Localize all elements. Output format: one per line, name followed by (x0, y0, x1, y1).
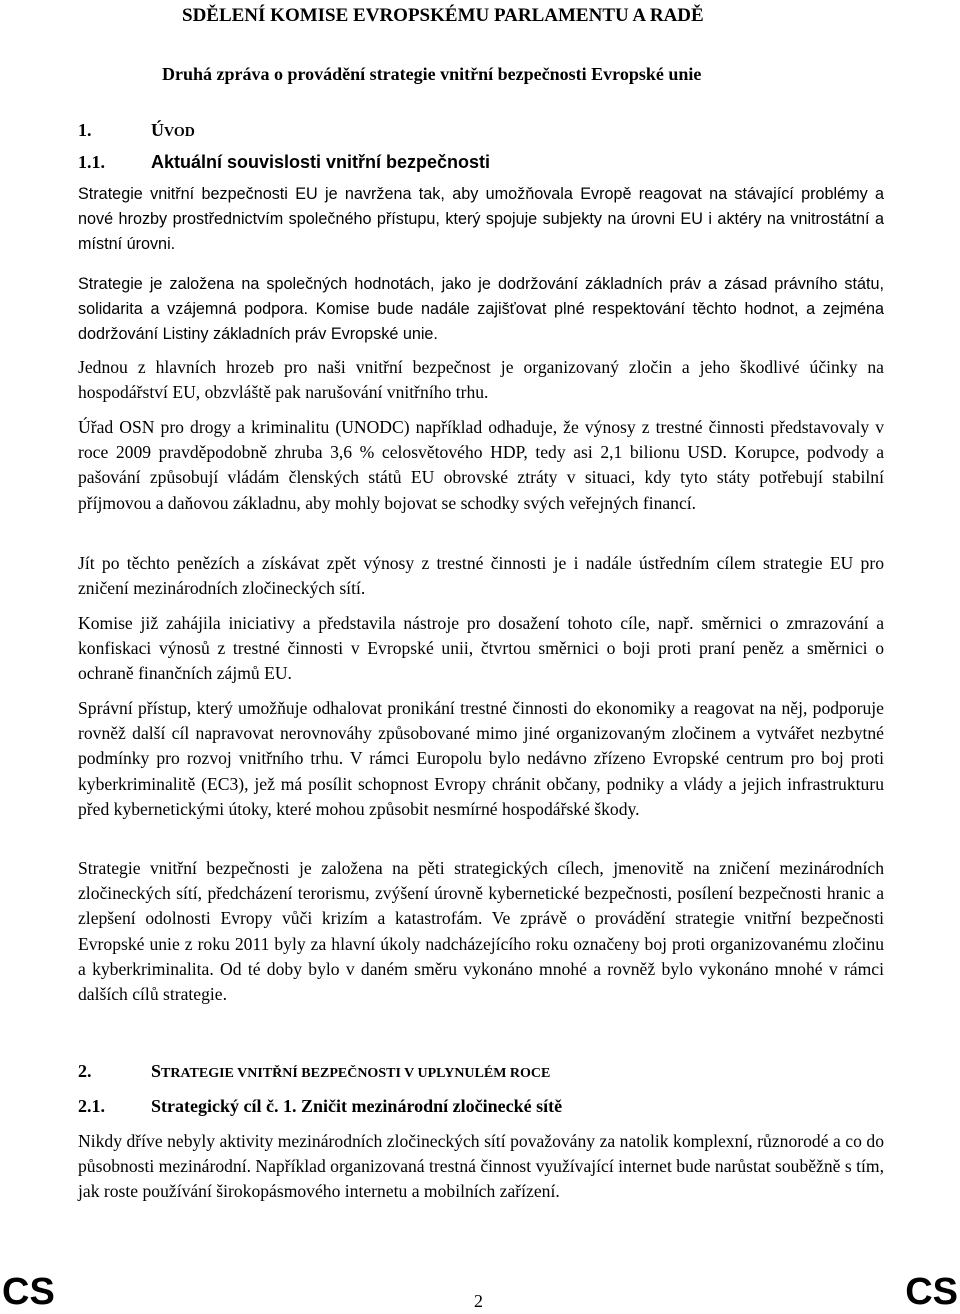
paragraph: Komise již zahájila iniciativy a představila nástroje pro dosažení tohoto cíle, např. směrnici o zmrazování a konfiskaci výnosů z trestné činnosti v Evropské unii, čtvrtou směrnici o boji proti praní peněz a směrnici o ochraně finančních zájmů EU. (78, 613, 884, 684)
paragraph: Strategie vnitřní bezpečnosti je založena na pěti strategických cílech, jmenovitě na zničení mezinárodních zločineckých sítí, předcházení terorismu, zvýšení úrovně kybernetické bezpečnosti, posílení bezpečnosti hranic a zlepšení odolnosti Evropy vůči krizím a katastrofám. Ve zprávě o provádění strategie vnitřní bezpečnosti Evropské unie z roku 2011 byly za hlavní úkoly nadcházejícího roku označeny boj proti organizovanému zločinu a kyberkriminalita. Od té doby bylo v daném směru vykonáno mnohé a rovněž bylo vykonáno mnohé v rámci dalších cílů strategie. (78, 858, 884, 1005)
paragraph: Správní přístup, který umožňuje odhalovat pronikání trestné činnosti do ekonomiky a reagovat na něj, podporuje rovněž další cíl napravovat nerovnováhy způsobované mimo jiné organizovaným zločinem a vytvářet nezbytné podmínky pro rozvoj vnitřního trhu. V rámci Europolu bylo nedávno zřízeno Evropské centrum pro boj proti kyberkriminalitě (EC3), jež má posílit schopnost Evropy chránit občany, podniky a vlády a jejich infrastrukturu před kybernetickými útoky, které mohou způsobit nesmírné hospodářské škody. (78, 698, 884, 819)
paragraph: Nikdy dříve nebyly aktivity mezinárodních zločineckých sítí považovány za natolik komplexní, různorodé a co do působnosti mezinárodní. Například organizovaná trestná činnost využívající internet bude narůstat souběžně s tím, jak roste používání širokopásmového internetu a mobilních zařízení. (78, 1131, 884, 1202)
footer-language-right: CS (905, 1271, 958, 1313)
section-1-1-heading (78, 150, 490, 174)
section-2-heading (78, 1059, 550, 1086)
document-subtitle: Druhá zpráva o provádění strategie vnitřní bezpečnosti Evropské unie (162, 64, 702, 84)
section-2-1-number: 2.1. (78, 1096, 105, 1116)
section-1-title-initial: Ú (151, 120, 164, 140)
paragraph: Strategie je založena na společných hodnotách, jako je dodržování základních práv a zásad právního státu, solidarita a vzájemná podpora. Komise bude nadále zajišťovat plné respektování těchto hodnot, a zejména dodržování Listiny základních práv Evropské unie. (78, 275, 884, 344)
page-number: 2 (474, 1291, 483, 1311)
section-1-1-number: 1.1. (78, 152, 105, 172)
section-2-title-rest: TRATEGIE VNITŘNÍ BEZPEČNOSTI V UPLYNULÉM ROCE (161, 1066, 551, 1081)
paragraph: Úřad OSN pro drogy a kriminalitu (UNODC) například odhaduje, že výnosy z trestné činnosti představovaly v roce 2009 pravděpodobně zhruba 3,6 % celosvětového HDP, tedy asi 2,1 bilionu USD. Korupce, podvody a pašování způsobují vládám členských států EU obrovské ztráty v situaci, kdy tyto státy potřebují stabilní příjmovou a daňovou základnu, aby mohly bojovat se schodky svých veřejných financí. (78, 417, 884, 513)
footer-language-left: CS (2, 1271, 55, 1313)
paragraph: Jednou z hlavních hrozeb pro naši vnitřní bezpečnost je organizovaný zločin a jeho škodlivé účinky na hospodářství EU, obzvláště pak narušování vnitřního trhu. (78, 357, 884, 403)
section-1-title-rest: VOD (164, 125, 195, 140)
paragraph: Jít po těchto penězích a získávat zpět výnosy z trestné činnosti je i nadále ústředním cílem strategie EU pro zničení mezinárodních zločineckých sítí. (78, 553, 884, 599)
section-1-number: 1. (78, 120, 92, 140)
paragraph: Strategie vnitřní bezpečnosti EU je navržena tak, aby umožňovala Evropě reagovat na stávající problémy a nové hrozby prostřednictvím společného přístupu, který spojuje subjekty na úrovni EU i aktéry na vnitrostátní a místní úrovni. (78, 185, 884, 254)
section-2-number: 2. (78, 1061, 92, 1081)
section-2-1-title: Strategický cíl č. 1. Zničit mezinárodní zločinecké sítě (151, 1096, 563, 1116)
section-1-heading (78, 118, 195, 145)
section-2-title-initial: S (151, 1061, 162, 1081)
document-title: SDĚLENÍ KOMISE EVROPSKÉMU PARLAMENTU A RADĚ (182, 5, 704, 26)
section-1-1-title: Aktuální souvislosti vnitřní bezpečnosti (151, 152, 491, 172)
section-2-1-heading (78, 1094, 562, 1118)
